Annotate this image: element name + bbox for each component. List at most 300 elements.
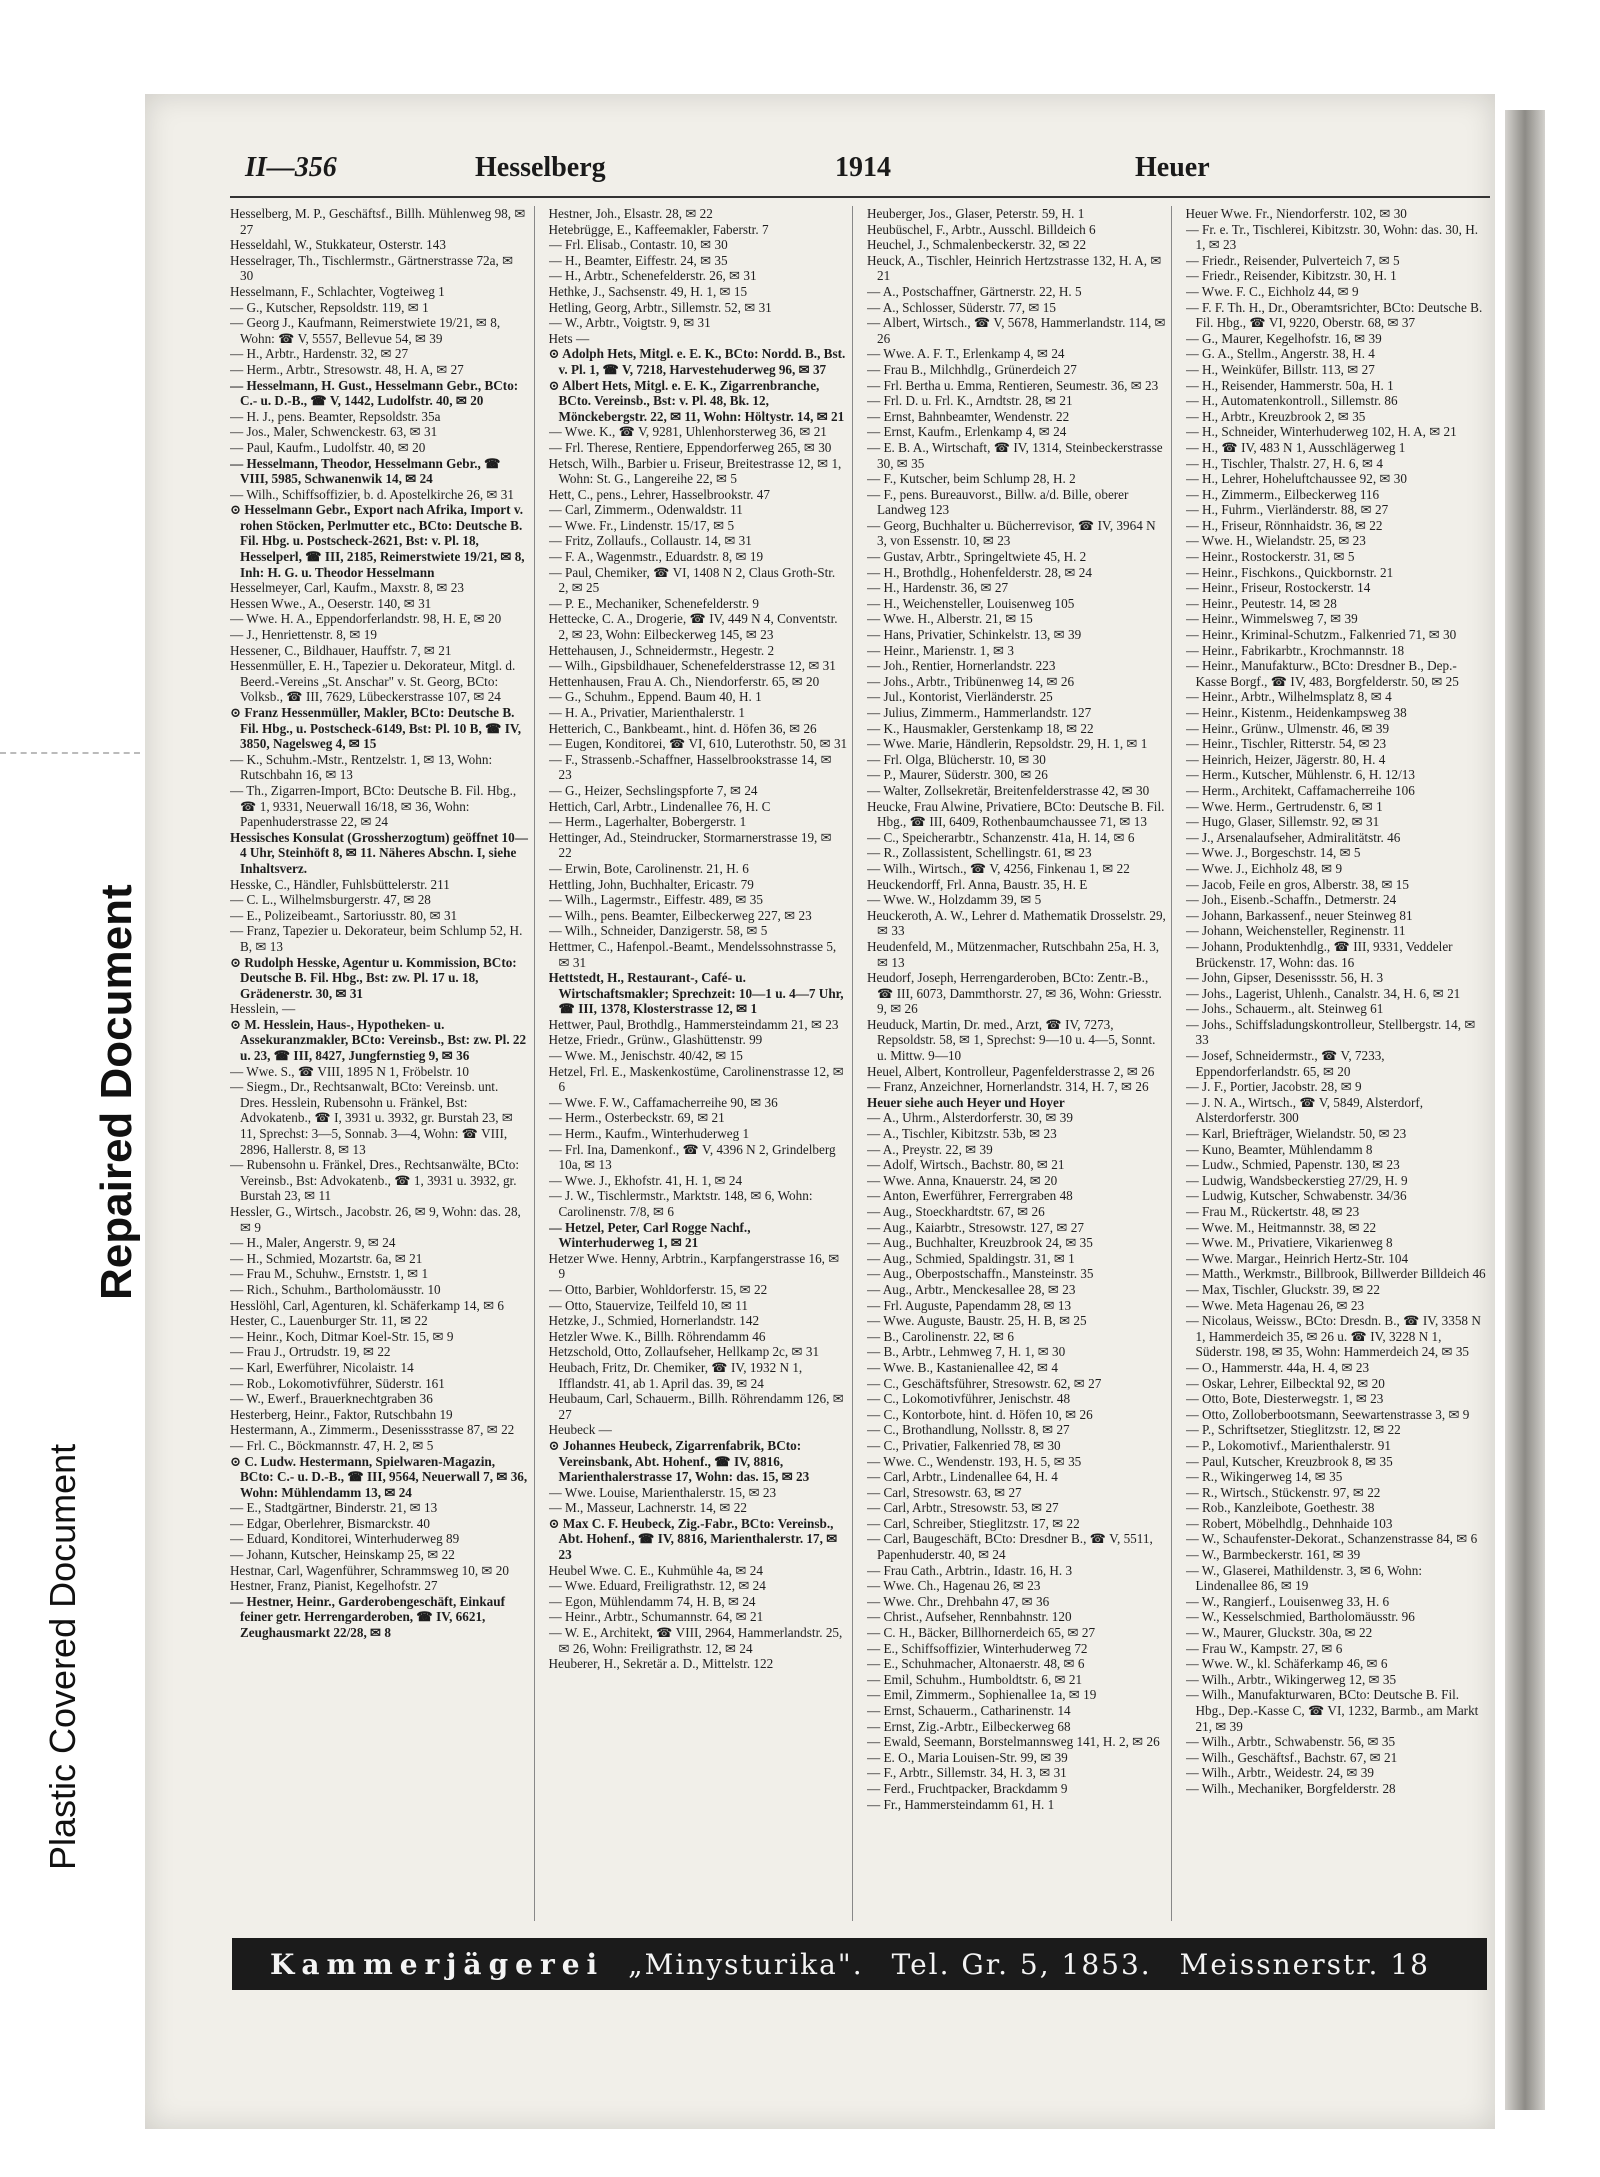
ad-brand: „Minysturika".: [628, 1947, 864, 1981]
directory-entry: — Heinr., Arbtr., Wilhelmsplatz 8, ✉ 4: [1185, 689, 1392, 705]
directory-entry: Heubach, Fritz, Dr. Chemiker, ☎ IV, 1932 N 1, Ifflandstr. 41, ab 1. April das. 39, ✉ 24: [548, 1359, 803, 1391]
directory-entry: — Wwe. J., Ekhofstr. 41, H. 1, ✉ 24: [548, 1172, 743, 1188]
directory-entry: — Wilh., Wirtsch., ☎ V, 4256, Finkenau 1, ✉ 22: [867, 860, 1130, 876]
directory-entry: ⊙ Hesselmann Gebr., Export nach Afrika, Import v. rohen Stöcken, Perlmutter etc., BCto: Deutsche B. Fil. Hbg. u. Postscheck-2621, Bst: v. Pl. 18, Hesselperl, ☎ III, 2185, Reimerstwiete 19/21, ✉ 8, Inh: H. G. u. Theodor Hesselmann: [230, 502, 525, 580]
directory-entry: — Wilh., Geschäftsf., Bachstr. 67, ✉ 21: [1185, 1749, 1398, 1765]
directory-entry: — Carl, Stresowstr. 63, ✉ 27: [867, 1484, 1022, 1500]
directory-entry: — Ludwig, Wandsbeckerstieg 27/29, H. 9: [1185, 1172, 1408, 1188]
directory-entry: — Heinr., Arbtr., Schumannstr. 64, ✉ 21: [548, 1609, 764, 1625]
directory-entry: — R., Wirtsch., Stückenstr. 97, ✉ 22: [1185, 1484, 1381, 1500]
directory-entry: ⊙ Albert Hets, Mitgl. e. E. K., Zigarrenbranche, BCto. Vereinsb., Bst: v. Pl. 48, Bk. 12, Mönckebergstr. 22, ✉ 11, Wohn: Höltystr. 14, ✉ 21: [548, 377, 845, 424]
directory-entry: Hesske, C., Händler, Fuhlsbüttelerstr. 211: [230, 876, 450, 892]
directory-entry: — Frau M., Schuhw., Ernststr. 1, ✉ 1: [230, 1266, 429, 1282]
directory-entry: — W., Kesselschmied, Bartholomäusstr. 96: [1185, 1609, 1415, 1625]
directory-entry: — J., Henriettenstr. 8, ✉ 19: [230, 627, 377, 643]
directory-entry: — Ewald, Seemann, Borstelmannsweg 141, H. 2, ✉ 26: [867, 1734, 1160, 1750]
directory-entry: Hesselmann, F., Schlachter, Vogteiweg 1: [230, 283, 445, 299]
advertisement-band: [232, 1938, 1487, 1990]
adjacent-page-edge: [1505, 110, 1545, 2110]
directory-entry: — Emil, Schuhm., Humboldtstr. 6, ✉ 21: [867, 1671, 1083, 1687]
directory-entry: Hetzke, J., Schmied, Hornerlandstr. 142: [548, 1313, 760, 1329]
directory-entry: — Carl, Arbtr., Stresowstr. 53, ✉ 27: [867, 1500, 1059, 1516]
directory-entry: — E. B. A., Wirtschaft, ☎ IV, 1314, Steinbeckerstrasse 30, ✉ 35: [867, 439, 1163, 471]
directory-entry: — Wilh., Manufakturwaren, BCto: Deutsche B. Fil. Hbg., Dep.-Kasse C, ☎ VI, 1232, Barmb., am Markt 21, ✉ 39: [1185, 1687, 1479, 1734]
directory-entry: — Wilh., Gipsbildhauer, Schenefelderstrasse 12, ✉ 31: [548, 658, 836, 674]
directory-entry: — Nicolaus, Weissw., BCto: Dresdn. B., ☎ IV, 3358 N 1, Hammerdeich 35, ✉ 26 u. ☎ IV, 3228 N 1, Süderstr. 198, ✉ 35, Wohn: Hammerdeich 24, ✉ 35: [1185, 1313, 1481, 1360]
directory-entry: Hettenhausen, Frau A. Ch., Niendorferstr. 65, ✉ 20: [548, 673, 820, 689]
directory-entry: — Carl, Zimmerm., Odenwaldstr. 11: [548, 502, 743, 518]
directory-entry: — H., Schmied, Mozartstr. 6a, ✉ 21: [230, 1250, 423, 1266]
directory-entry: — Wwe. F. C., Eichholz 44, ✉ 9: [1185, 283, 1359, 299]
directory-entry: — W. E., Architekt, ☎ VIII, 2964, Hammerlandstr. 25, ✉ 26, Wohn: Freiligrathstr. 12, ✉ 24: [548, 1625, 843, 1656]
directory-entry: — Ernst, Schauerm., Catharinenstr. 14: [867, 1703, 1071, 1718]
directory-entry: — C., Kontorbote, hint. d. Höfen 10, ✉ 26: [867, 1406, 1093, 1422]
directory-entry: Heuckeroth, A. W., Lehrer d. Mathematik Drosselstr. 29, ✉ 33: [867, 907, 1166, 939]
directory-entry: — K., Hausmakler, Gerstenkamp 18, ✉ 22: [867, 720, 1094, 736]
directory-entry: Hetze, Friedr., Grünw., Glashüttenstr. 99: [548, 1032, 763, 1048]
directory-entry: Hetzler Wwe. K., Billh. Röhrendamm 46: [548, 1328, 766, 1344]
directory-entry: — H., Weichensteller, Louisenweg 105: [867, 595, 1075, 611]
directory-entry: — H., Weinküfer, Billstr. 113, ✉ 27: [1185, 361, 1375, 377]
directory-entry: — H. J., pens. Beamter, Repsoldstr. 35a: [230, 408, 441, 424]
directory-entry: Heubüschel, F., Arbtr., Ausschl. Billdeich 6: [867, 221, 1096, 237]
directory-entry: — Wwe. Fr., Lindenstr. 15/17, ✉ 5: [548, 517, 735, 533]
directory-entry: — Emil, Zimmerm., Sophienallee 1a, ✉ 19: [867, 1687, 1097, 1703]
plastic-covered-document-label: Plastic Covered Document: [42, 1443, 83, 1870]
directory-entry: — Wwe. Louise, Marienthalerstr. 15, ✉ 23: [548, 1484, 777, 1500]
directory-entry: — Ernst, Bahnbeamter, Wendenstr. 22: [867, 408, 1070, 424]
directory-entry: — Heinr., Fabrikarbtr., Krochmannstr. 18: [1185, 642, 1405, 658]
directory-entry: — Wwe. W., kl. Schäferkamp 46, ✉ 6: [1185, 1656, 1388, 1672]
directory-entry: — Wwe. M., Heitmannstr. 38, ✉ 22: [1185, 1219, 1377, 1235]
directory-entry: — Frl. C., Böckmannstr. 47, H. 2, ✉ 5: [230, 1437, 434, 1453]
directory-entry: — Wilh., Lagermstr., Eiffestr. 489, ✉ 35: [548, 892, 763, 908]
directory-entry: — F. A., Wagenmstr., Eduardstr. 8, ✉ 19: [548, 549, 764, 565]
ad-business-name: Kammerjägerei: [270, 1947, 605, 1981]
directory-entry: — Wwe. F. W., Caffamacherreihe 90, ✉ 36: [548, 1094, 778, 1110]
directory-entry: — O., Hammerstr. 44a, H. 4, ✉ 23: [1185, 1359, 1370, 1375]
year: 1914: [835, 152, 891, 183]
directory-entry: — J. N. A., Wirtsch., ☎ V, 5849, Alsterdorf, Alsterdorferstr. 300: [1185, 1094, 1424, 1126]
directory-entry: Hesterberg, Heinr., Faktor, Rutschbahn 19: [230, 1406, 453, 1422]
directory-entry: — Heinrich, Heizer, Jägerstr. 80, H. 4: [1185, 751, 1386, 767]
directory-entry: Hetling, Georg, Arbtr., Sillemstr. 52, ✉ 31: [548, 299, 772, 315]
directory-entry: — J. W., Tischlermstr., Marktstr. 148, ✉ 6, Wohn: Carolinenstr. 7/8, ✉ 6: [548, 1188, 813, 1219]
directory-entry: Hettich, Carl, Arbtr., Lindenallee 76, H. C: [548, 798, 771, 814]
directory-entry: — Egon, Mühlendamm 74, H. B, ✉ 24: [548, 1593, 756, 1609]
directory-entry: — Hetzel, Peter, Carl Rogge Nachf., Winterhuderweg 1, ✉ 21: [548, 1219, 751, 1251]
directory-entry: Hetterich, C., Bankbeamt., hint. d. Höfen 36, ✉ 26: [548, 720, 817, 736]
directory-entry: — Aug., Oberpostschaffn., Mansteinstr. 35: [867, 1266, 1094, 1282]
directory-entry: — Carl, Baugeschäft, BCto: Dresdner B., ☎ V, 5511, Papenhuderstr. 40, ✉ 24: [867, 1531, 1153, 1563]
directory-entry: — Wwe. A. F. T., Erlenkamp 4, ✉ 24: [867, 346, 1065, 362]
directory-entry: — Heinr., Manufakturw., BCto: Dresdner B., Dep.-Kasse Borgf., ☎ IV, 483, Borgfelderstr. 50, ✉ 25: [1185, 658, 1459, 689]
directory-entry: — Wwe. Herm., Gertrudenstr. 6, ✉ 1: [1185, 798, 1383, 814]
directory-entry: — Johann, Kutscher, Heinskamp 25, ✉ 22: [230, 1547, 455, 1563]
directory-entry: — A., Uhrm., Alsterdorferstr. 30, ✉ 39: [867, 1110, 1073, 1126]
directory-entry: — Karl, Ewerführer, Nicolaistr. 14: [230, 1359, 414, 1375]
directory-entry: — G., Heizer, Sechslingspforte 7, ✉ 24: [548, 782, 758, 798]
directory-entry: — Ludwig, Kutscher, Schwabenstr. 34/36: [1185, 1188, 1407, 1204]
directory-entry: — Wilh., Arbtr., Schwabenstr. 56, ✉ 35: [1185, 1734, 1396, 1750]
directory-entry: Heubeck —: [548, 1422, 612, 1438]
directory-entry: — F., Strassenb.-Schaffner, Hasselbrookstrasse 14, ✉ 23: [548, 751, 832, 783]
directory-entry: Heuer Wwe. Fr., Niendorferstr. 102, ✉ 30: [1185, 206, 1407, 221]
directory-entry: — Hans, Privatier, Schinkelstr. 13, ✉ 39: [867, 627, 1082, 643]
directory-entry: — H., ☎ IV, 483 N 1, Ausschlägerweg 1: [1185, 439, 1406, 455]
directory-entry: — Wwe. C., Wendenstr. 193, H. 5, ✉ 35: [867, 1453, 1082, 1469]
directory-entry: — Heinr., Koch, Ditmar Koel-Str. 15, ✉ 9: [230, 1328, 454, 1344]
directory-entry: — W., Glaserei, Mathildenstr. 3, ✉ 6, Wohn: Lindenallee 86, ✉ 19: [1185, 1562, 1422, 1594]
directory-entry: — Joh., Eisenb.-Schaffn., Detmerstr. 24: [1185, 892, 1397, 908]
directory-entry: — H., Hardenstr. 36, ✉ 27: [867, 580, 1009, 596]
directory-entry: Hesselrager, Th., Tischlermstr., Gärtnerstrasse 72a, ✉ 30: [230, 252, 514, 284]
directory-entry: — Johann, Barkassenf., neuer Steinweg 81: [1185, 907, 1413, 923]
directory-entry: Hettling, John, Buchhalter, Ericastr. 79: [548, 876, 754, 892]
directory-entry: — Jul., Kontorist, Vierländerstr. 25: [867, 689, 1053, 705]
directory-entry: — C., Speicherarbtr., Schanzenstr. 41a, H. 14, ✉ 6: [867, 829, 1135, 845]
directory-entry: — W., Arbtr., Voigtstr. 9, ✉ 31: [548, 315, 711, 331]
directory-entry: — Walter, Zollsekretär, Breitenfelderstrasse 42, ✉ 30: [867, 782, 1150, 798]
ad-address: Meissnerstr. 18: [1179, 1947, 1430, 1981]
directory-entry: — A., Postschaffner, Gärtnerstr. 22, H. 5: [867, 283, 1082, 299]
directory-entry: — Herm., Osterbeckstr. 69, ✉ 21: [548, 1110, 725, 1126]
directory-entry: — A., Tischler, Kibitzstr. 53b, ✉ 23: [867, 1126, 1057, 1142]
directory-entry: — R., Wikingerweg 14, ✉ 35: [1185, 1469, 1343, 1485]
directory-entry: — Johs., Arbtr., Tribünenweg 14, ✉ 26: [867, 673, 1075, 689]
directory-entry: Hett, C., pens., Lehrer, Hasselbrookstr. 47: [548, 486, 770, 502]
directory-entry: — Wwe. S., ☎ VIII, 1895 N 1, Fröbelstr. 10: [230, 1063, 470, 1079]
directory-entry: — H., Fuhrm., Vierländerstr. 88, ✉ 27: [1185, 502, 1389, 518]
directory-entry: Hettecke, C. A., Drogerie, ☎ IV, 449 N 4, Conventstr. 2, ✉ 23, Wohn: Eilbeckerweg 145, ✉ 23: [548, 611, 838, 643]
directory-entry: — H., Arbtr., Kreuzbrook 2, ✉ 35: [1185, 408, 1366, 424]
directory-entry: — H., Maler, Angerstr. 9, ✉ 24: [230, 1235, 396, 1251]
directory-entry: ⊙ Franz Hessenmüller, Makler, BCto: Deutsche B. Fil. Hbg., u. Postscheck-6149, Bst: Pl. 10 B, ☎ IV, 3850, Nagelsweg 4, ✉ 15: [230, 705, 522, 752]
directory-entry: — F., Arbtr., Sillemstr. 34, H. 3, ✉ 31: [867, 1765, 1067, 1781]
directory-entry: — Edgar, Oberlehrer, Bismarckstr. 40: [230, 1515, 430, 1531]
directory-entry: — Franz, Anzeichner, Hornerlandstr. 314, H. 7, ✉ 26: [867, 1079, 1149, 1095]
directory-entry: — J. F., Portier, Jacobstr. 28, ✉ 9: [1185, 1079, 1362, 1095]
directory-entry: — Heinr., Tischler, Ritterstr. 54, ✉ 23: [1185, 736, 1387, 752]
directory-entry: — Rob., Kanzleibote, Goethestr. 38: [1185, 1500, 1375, 1516]
directory-entry: — H., Arbtr., Schenefelderstr. 26, ✉ 31: [548, 268, 757, 284]
directory-entry: — Carl, Schreiber, Stieglitzstr. 17, ✉ 22: [867, 1515, 1080, 1531]
directory-entry: — Karl, Briefträger, Wielandstr. 50, ✉ 23: [1185, 1126, 1407, 1142]
directory-entry: — Frau J., Ortrudstr. 19, ✉ 22: [230, 1344, 391, 1360]
directory-entry: — H., Automatenkontroll., Sillemstr. 86: [1185, 393, 1398, 409]
directory-entry: — C., Brothandlung, Nollsstr. 8, ✉ 27: [867, 1422, 1070, 1438]
directory-entry: — Wwe. Meta Hagenau 26, ✉ 23: [1185, 1297, 1365, 1313]
directory-entry: — H., Schneider, Winterhuderweg 102, H. A, ✉ 21: [1185, 424, 1457, 440]
directory-entry: — W., Schaufenster-Dekorat., Schanzenstrasse 84, ✉ 6: [1185, 1531, 1478, 1547]
directory-entry: — Herm., Lagerhalter, Bobergerstr. 1: [548, 814, 747, 830]
directory-entry: Hestermann, A., Zimmerm., Desenissstrasse 87, ✉ 22: [230, 1422, 515, 1438]
directory-entry: — Wwe. Anna, Knauerstr. 24, ✉ 20: [867, 1172, 1058, 1188]
directory-entry: — Paul, Kutscher, Kreuzbrook 8, ✉ 35: [1185, 1453, 1393, 1469]
directory-entry: Hesseldahl, W., Stukkateur, Osterstr. 143: [230, 237, 446, 253]
directory-entry: Hesselmeyer, Carl, Kaufm., Maxstr. 8, ✉ 23: [230, 580, 464, 596]
directory-entry: — Aug., Schmied, Spaldingstr. 31, ✉ 1: [867, 1250, 1075, 1266]
directory-entry: Hester, C., Lauenburger Str. 11, ✉ 22: [230, 1313, 428, 1329]
directory-entry: — Th., Zigarren-Import, BCto: Deutsche B. Fil. Hbg., ☎ 1, 9331, Neuerwall 16/18, ✉ 36, Wohn: Papenhuderstrasse 22, ✉ 24: [230, 782, 517, 830]
directory-entry: Hettwer, Paul, Brothdlg., Hammersteindamm 21, ✉ 23: [548, 1016, 839, 1032]
directory-entry: — Fritz, Zollaufs., Collaustr. 14, ✉ 31: [548, 533, 752, 549]
directory-entry: — Hesselmann, H. Gust., Hesselmann Gebr., BCto: C.- u. D.-B., ☎ V, 1442, Ludolfstr. 40, ✉ 20: [230, 377, 519, 409]
directory-entry: — Albert, Wirtsch., ☎ V, 5678, Hammerlandstr. 114, ✉ 26: [867, 315, 1166, 346]
directory-entry: — P., Schriftsetzer, Stieglitzstr. 12, ✉ 22: [1185, 1422, 1401, 1438]
directory-entry: — Heinr., Friseur, Rostockerstr. 14: [1185, 580, 1371, 596]
directory-entry: — Franz, Tapezier u. Dekorateur, beim Schlump 52, H. B, ✉ 13: [230, 923, 523, 954]
directory-entry: — Rob., Lokomotivführer, Süderstr. 161: [230, 1375, 445, 1391]
directory-entry: Heuer siehe auch Heyer und Hoyer: [867, 1094, 1065, 1110]
directory-entry: — Ernst, Kaufm., Erlenkamp 4, ✉ 24: [867, 424, 1067, 440]
directory-entry: — A., Preystr. 22, ✉ 39: [867, 1141, 993, 1157]
directory-entry: — P. E., Mechaniker, Schenefelderstr. 9: [548, 595, 759, 611]
directory-column-4: [1186, 206, 1491, 1921]
directory-entry: — Frl. Auguste, Papendamm 28, ✉ 13: [867, 1297, 1072, 1313]
directory-entry: — Heinr., Rostockerstr. 31, ✉ 5: [1185, 549, 1355, 565]
directory-entry: — Johann, Produktenhdlg., ☎ III, 9331, Veddeler Brückenstr. 17, Wohn: das. 16: [1185, 938, 1453, 970]
directory-entry: — Wwe. Auguste, Baustr. 25, H. B, ✉ 25: [867, 1313, 1087, 1329]
directory-entry: — Frau Cath., Arbtrin., Idastr. 16, H. 3: [867, 1562, 1073, 1578]
directory-entry: — Frau W., Kampstr. 27, ✉ 6: [1185, 1640, 1343, 1656]
directory-entry: Hesslein, —: [230, 1001, 296, 1017]
directory-entry: Heuberer, H., Sekretär a. D., Mittelstr. 122: [548, 1656, 774, 1672]
directory-entry: — Wwe. B., Kastanienallee 42, ✉ 4: [867, 1359, 1058, 1375]
directory-entry: Hethke, J., Sachsenstr. 49, H. 1, ✉ 15: [548, 283, 748, 299]
directory-entry: — Wilh., Mechaniker, Borgfelderstr. 28: [1185, 1780, 1396, 1796]
directory-entry: — W., Barmbeckerstr. 161, ✉ 39: [1185, 1547, 1361, 1563]
directory-entry: — M., Masseur, Lachnerstr. 14, ✉ 22: [548, 1500, 747, 1516]
directory-entry: — Frl. Bertha u. Emma, Rentieren, Seumestr. 36, ✉ 23: [867, 377, 1159, 393]
directory-entry: — Frl. D. u. Frl. K., Arndtstr. 28, ✉ 21: [867, 393, 1073, 409]
directory-entry: Heuduck, Martin, Dr. med., Arzt, ☎ IV, 7273, Repsoldstr. 58, ✉ 1, Sprechst: 9—10 u. 4—5, Sonnt. u. Mittw. 9—10: [867, 1016, 1156, 1064]
directory-entry: — Wilh., pens. Beamter, Eilbeckerweg 227, ✉ 23: [548, 907, 812, 923]
page-header: [245, 152, 1485, 192]
directory-entry: Hetzer Wwe. Henny, Arbtrin., Karpfangerstrasse 16, ✉ 9: [548, 1250, 840, 1282]
directory-entry: Hessenmüller, E. H., Tapezier u. Dekorateur, Mitgl. d. Beerd.-Vereins „St. Anschar" v. St. Georg, BCto: Volksb., ☎ III, 7629, Lübeckerstrasse 107, ✉ 24: [230, 658, 516, 705]
directory-entry: — Aug., Arbtr., Menckesallee 28, ✉ 23: [867, 1281, 1076, 1297]
directory-entry: — G., Maurer, Kegelhofstr. 16, ✉ 39: [1185, 330, 1382, 346]
directory-entry: — Wwe. J., Eichholz 48, ✉ 9: [1185, 860, 1343, 876]
directory-entry: — Julius, Zimmerm., Hammerlandstr. 127: [867, 705, 1092, 720]
directory-entry: — Wwe. Chr., Drehbahn 47, ✉ 36: [867, 1593, 1050, 1609]
directory-entry: Heuel, Albert, Kontrolleur, Pagenfelderstrasse 2, ✉ 26: [867, 1063, 1155, 1079]
directory-entry: — Max, Tischler, Gluckstr. 39, ✉ 22: [1185, 1281, 1380, 1297]
ad-telephone: Tel. Gr. 5, 1853.: [891, 1947, 1152, 1981]
directory-entry: Hestner, Joh., Elsastr. 28, ✉ 22: [548, 206, 713, 221]
directory-entry: — H. A., Privatier, Marienthalerstr. 1: [548, 705, 746, 720]
directory-entry: — Jacob, Feile en gros, Alberstr. 38, ✉ 15: [1185, 876, 1409, 892]
directory-entry: — Frau B., Milchhdlg., Grünerdeich 27: [867, 361, 1077, 377]
directory-entry: — Paul, Kaufm., Ludolfstr. 40, ✉ 20: [230, 439, 426, 455]
directory-entry: — Herm., Arbtr., Stresowstr. 48, H. A, ✉ 27: [230, 361, 464, 377]
directory-entry: — Fr. e. Tr., Tischlerei, Kibitzstr. 30, Wohn: das. 30, H. 1, ✉ 23: [1185, 221, 1479, 253]
directory-entry: — Gustav, Arbtr., Springeltwiete 45, H. 2: [867, 549, 1087, 565]
directory-entry: — H., Lehrer, Hoheluftchaussee 92, ✉ 30: [1185, 471, 1407, 487]
directory-entry: Hets —: [548, 330, 590, 346]
directory-entry: — E. O., Maria Louisen-Str. 99, ✉ 39: [867, 1749, 1068, 1765]
directory-entry: Hetebrügge, E., Kaffeemakler, Faberstr. 7: [548, 221, 769, 237]
directory-entry: — Eugen, Konditorei, ☎ VI, 610, Luterothstr. 50, ✉ 31: [548, 736, 848, 752]
directory-entry: — Adolf, Wirtsch., Bachstr. 80, ✉ 21: [867, 1157, 1065, 1173]
directory-entry: Heubel Wwe. C. E., Kuhmühle 4a, ✉ 24: [548, 1562, 763, 1578]
directory-entry: — Wwe. H. A., Eppendorferlandstr. 98, H. E, ✉ 20: [230, 611, 502, 627]
directory-entry: Heudorf, Joseph, Herrengarderoben, BCto: Zentr.-B., ☎ III, 6073, Dammthorstr. 27, ✉ 36, Wohn: Griesstr. 9, ✉ 26: [867, 970, 1162, 1017]
directory-entry: — P., Maurer, Süderstr. 300, ✉ 26: [867, 767, 1048, 783]
directory-entry: — Heinr., Grünw., Ulmenstr. 46, ✉ 39: [1185, 720, 1390, 736]
directory-entry: — C., Privatier, Falkenried 78, ✉ 30: [867, 1437, 1061, 1453]
directory-entry: — Wwe. W., Holzdamm 39, ✉ 5: [867, 892, 1042, 908]
directory-entry: — H., Zimmerm., Eilbeckerweg 116: [1185, 486, 1380, 502]
directory-entry: — Heinr., Kriminal-Schutzm., Falkenried 71, ✉ 30: [1185, 627, 1457, 643]
directory-entry: — Wwe. M., Jenischstr. 40/42, ✉ 15: [548, 1048, 743, 1064]
directory-entry: — Aug., Buchhalter, Kreuzbrook 24, ✉ 35: [867, 1235, 1093, 1251]
directory-entry: — Eduard, Konditorei, Winterhuderweg 89: [230, 1531, 460, 1547]
directory-entry: — E., Polizeibeamt., Sartoriusstr. 80, ✉ 31: [230, 907, 458, 923]
directory-entry: — Frl. Therese, Rentiere, Eppendorferweg 265, ✉ 30: [548, 439, 832, 455]
repaired-document-label: Repaired Document: [92, 884, 141, 1300]
directory-entry: — Ludw., Schmied, Papenstr. 130, ✉ 23: [1185, 1157, 1400, 1173]
range-start-name: Hesselberg: [475, 152, 606, 183]
directory-entry: — W., Rangierf., Louisenweg 33, H. 6: [1185, 1593, 1390, 1609]
directory-entry: — Wilh., Schiffsoffizier, b. d. Apostelkirche 26, ✉ 31: [230, 486, 514, 502]
directory-entry: — Otto, Barbier, Wohldorferstr. 15, ✉ 22: [548, 1281, 768, 1297]
directory-entry: — Kuno, Beamter, Mühlendamm 8: [1185, 1141, 1373, 1157]
directory-entry: Hesselberg, M. P., Geschäftsf., Billh. Mühlenweg 98, ✉ 27: [230, 206, 526, 237]
directory-entry: — R., Zollassistent, Schellingstr. 61, ✉ 23: [867, 845, 1092, 861]
directory-column-3: [867, 206, 1172, 1921]
directory-entry: — H., Friseur, Rönnhaidstr. 36, ✉ 22: [1185, 517, 1383, 533]
directory-entry: — Oskar, Lehrer, Eilbecktal 92, ✉ 20: [1185, 1375, 1385, 1391]
directory-entry: — J., Arsenalaufseher, Admiralitätstr. 46: [1185, 829, 1401, 845]
directory-entry: — E., Schuhmacher, Altonaerstr. 48, ✉ 6: [867, 1656, 1085, 1672]
directory-entry: — Hesselmann, Theodor, Hesselmann Gebr., ☎ VIII, 5985, Schwanenwik 14, ✉ 24: [230, 455, 501, 487]
directory-entry: — Johs., Lagerist, Uhlenh., Canalstr. 34, H. 6, ✉ 21: [1185, 985, 1461, 1001]
directory-entry: — Paul, Chemiker, ☎ VI, 1408 N 2, Claus Groth-Str. 2, ✉ 25: [548, 564, 836, 596]
directory-entry: — Georg J., Kaufmann, Reimerstwiete 19/21, ✉ 8, Wohn: ☎ V, 5557, Bellevue 54, ✉ 39: [230, 315, 501, 346]
directory-entry: — C. L., Wilhelmsburgerstr. 47, ✉ 28: [230, 892, 431, 908]
directory-entry: — John, Gipser, Desenissstr. 56, H. 3: [1185, 970, 1384, 986]
directory-entry: — Aug., Kaiarbtr., Stresowstr. 127, ✉ 27: [867, 1219, 1084, 1235]
directory-entry: — Anton, Ewerführer, Ferrergraben 48: [867, 1188, 1073, 1204]
directory-entry: — G., Schuhm., Eppend. Baum 40, H. 1: [548, 689, 762, 705]
directory-entry: — Otto, Stauervize, Teilfeld 10, ✉ 11: [548, 1297, 748, 1313]
directory-entry: — Ferd., Fruchtpacker, Brackdamm 9: [867, 1780, 1068, 1796]
range-end-name: Heuer: [1135, 152, 1210, 183]
directory-entry: — Frau M., Rückertstr. 48, ✉ 23: [1185, 1204, 1360, 1219]
directory-column-2: [549, 206, 854, 1921]
header-rule: [230, 196, 1490, 198]
directory-entry: — Otto, Zolloberbootsmann, Seewartenstrasse 3, ✉ 9: [1185, 1406, 1470, 1422]
directory-column-1: [230, 206, 535, 1921]
side-label-strip: [0, 0, 140, 2177]
directory-entry: — Robert, Möbelhdlg., Dehnhaide 103: [1185, 1515, 1393, 1531]
directory-entry: Hesslöhl, Carl, Agenturen, kl. Schäferkamp 14, ✉ 6: [230, 1297, 505, 1313]
directory-entry: — Carl, Arbtr., Lindenallee 64, H. 4: [867, 1469, 1058, 1485]
directory-entry: — Wilh., Arbtr., Wikingerweg 12, ✉ 35: [1185, 1671, 1397, 1687]
directory-entry: — W., Maurer, Gluckstr. 30a, ✉ 22: [1185, 1625, 1373, 1641]
directory-entry: — Frl. Olga, Blücherstr. 10, ✉ 30: [867, 751, 1046, 767]
directory-entry: — Fr., Hammersteindamm 61, H. 1: [867, 1796, 1055, 1812]
directory-entry: Hessen Wwe., A., Oeserstr. 140, ✉ 31: [230, 595, 432, 611]
directory-entry: — Josef, Schneidermstr., ☎ V, 7233, Eppendorferlandstr. 65, ✉ 20: [1185, 1048, 1385, 1079]
directory-entry: — Herm., Kaufm., Winterhuderweg 1: [548, 1126, 750, 1142]
directory-entry: — Johs., Schauerm., alt. Steinweg 61: [1185, 1001, 1384, 1017]
directory-entry: — Hestner, Heinr., Garderobengeschäft, Einkauf feiner getr. Herrengarderoben, ☎ IV, 6621, Zeughausmarkt 22/28, ✉ 8: [230, 1593, 505, 1641]
directory-entry: — Otto, Bote, Diesterwegstr. 1, ✉ 23: [1185, 1391, 1384, 1407]
directory-entry: Hettinger, Ad., Steindrucker, Stormarnerstrasse 19, ✉ 22: [548, 829, 832, 861]
directory-entry: — K., Schuhm.-Mstr., Rentzelstr. 1, ✉ 13, Wohn: Rutschbahn 16, ✉ 13: [230, 751, 493, 783]
directory-entry: Hetsch, Wilh., Barbier u. Friseur, Breitestrasse 12, ✉ 1, Wohn: St. G., Langereihe 22, ✉ 5: [548, 455, 842, 487]
directory-entry: — Frl. Elisab., Contastr. 10, ✉ 30: [548, 237, 728, 253]
directory-columns: [230, 206, 1490, 1921]
directory-entry: ⊙ Max C. F. Heubeck, Zig.-Fabr., BCto: Vereinsb., Abt. Hohenf., ☎ IV, 8816, Marienthalerstr. 17, ✉ 23: [548, 1515, 838, 1563]
directory-entry: — H., Brothdlg., Hohenfelderstr. 28, ✉ 24: [867, 564, 1092, 580]
directory-entry: Hetzschold, Otto, Zollaufseher, Hellkamp 2c, ✉ 31: [548, 1344, 820, 1360]
directory-entry: — Frl. Ina, Damenkonf., ☎ V, 4396 N 2, Grindelberg 10a, ✉ 13: [548, 1141, 836, 1173]
directory-entry: — H., Arbtr., Hardenstr. 32, ✉ 27: [230, 346, 409, 362]
directory-entry: — E., Schiffsoffizier, Winterhuderweg 72: [867, 1640, 1088, 1656]
directory-entry: ⊙ Johannes Heubeck, Zigarrenfabrik, BCto: Vereinsbank, Abt. Hohenf., ☎ IV, 8816, Marienthalerstrasse 17, Wohn: das. 15, ✉ 23: [548, 1437, 810, 1485]
directory-entry: — G., Kutscher, Repsoldstr. 119, ✉ 1: [230, 299, 429, 315]
directory-entry: — Johs., Schiffsladungskontrolleur, Stellbergstr. 14, ✉ 33: [1185, 1016, 1476, 1048]
directory-entry: — C. H., Bäcker, Billhornerdeich 65, ✉ 27: [867, 1625, 1096, 1641]
directory-entry: — C., Lokomotivführer, Jenischstr. 48: [867, 1391, 1071, 1407]
directory-entry: — H., Reisender, Hammerstr. 50a, H. 1: [1185, 377, 1394, 393]
directory-entry: — B., Carolinenstr. 22, ✉ 6: [867, 1328, 1014, 1344]
directory-entry: Hettstedt, H., Restaurant-, Café- u. Wirtschaftsmakler; Sprechzeit: 10—1 u. 4—7 Uhr, ☎ III, 1378, Klosterstrasse 12, ✉ 1: [548, 970, 844, 1017]
directory-entry: Heuberger, Jos., Glaser, Peterstr. 59, H. 1: [867, 206, 1085, 221]
directory-entry: Hettmer, C., Hafenpol.-Beamt., Mendelssohnstrasse 5, ✉ 31: [548, 938, 837, 970]
directory-entry: — Friedr., Reisender, Pulverteich 7, ✉ 5: [1185, 252, 1400, 268]
directory-entry: — Wwe. Marie, Händlerin, Repsoldstr. 29, H. 1, ✉ 1: [867, 736, 1148, 752]
directory-entry: Heubaum, Carl, Schauerm., Billh. Röhrendamm 126, ✉ 27: [548, 1391, 844, 1422]
directory-entry: — H., Tischler, Thalstr. 27, H. 6, ✉ 4: [1185, 455, 1383, 471]
directory-entry: — F. F. Th. H., Dr., Oberamtsrichter, BCto: Deutsche B. Fil. Hbg., ☎ VI, 9220, Oberstr. 68, ✉ 37: [1185, 299, 1483, 331]
directory-entry: — Wwe. J., Borgeschstr. 14, ✉ 5: [1185, 845, 1361, 861]
directory-entry: — A., Schlosser, Süderstr. 77, ✉ 15: [867, 299, 1056, 315]
directory-entry: — Erwin, Bote, Carolinenstr. 21, H. 6: [548, 860, 749, 876]
directory-entry: ⊙ M. Hesslein, Haus-, Hypotheken- u. Assekuranzmakler, BCto: Vereinsb., Bst: zw. Pl. 22 u. 23, ☎ III, 8427, Jungfernstieg 9, ✉ 36: [230, 1016, 527, 1064]
directory-entry: — Wwe. Ch., Hagenau 26, ✉ 23: [867, 1578, 1041, 1594]
directory-entry: — Wwe. H., Wielandstr. 25, ✉ 23: [1185, 533, 1366, 549]
directory-entry: — Heinr., Fischkons., Quickbornstr. 21: [1185, 564, 1394, 580]
directory-entry: — Wwe. Eduard, Freiligrathstr. 12, ✉ 24: [548, 1578, 766, 1594]
directory-entry: — Ernst, Zig.-Arbtr., Eilbeckerweg 68: [867, 1718, 1071, 1734]
directory-entry: — Wwe. H., Alberstr. 21, ✉ 15: [867, 611, 1033, 627]
directory-entry: — Rubensohn u. Fränkel, Dres., Rechtsanwälte, BCto: Vereinsb., Bst: Advokatenb., ☎ 1, 3931 u. 3932, gr. Burstah 23, ✉ 11: [230, 1157, 519, 1204]
directory-entry: Heuchel, J., Schmalenbeckerstr. 32, ✉ 22: [867, 237, 1087, 253]
directory-entry: Hessener, C., Bildhauer, Hauffstr. 7, ✉ 21: [230, 642, 452, 658]
directory-entry: — H., Beamter, Eiffestr. 24, ✉ 35: [548, 252, 728, 268]
directory-entry: — Rich., Schuhm., Bartholomäusstr. 10: [230, 1281, 441, 1297]
directory-entry: — Georg, Buchhalter u. Bücherrevisor, ☎ IV, 3964 N 3, von Essenstr. 10, ✉ 23: [867, 517, 1156, 549]
directory-entry: — Joh., Rentier, Hornerlandstr. 223: [867, 658, 1056, 674]
directory-entry: ⊙ Rudolph Hesske, Agentur u. Kommission, BCto: Deutsche B. Fil. Hbg., Bst: zw. Pl. 17 u. 18, Grädenerstr. 30, ✉ 31: [230, 954, 517, 1001]
page-number: II—356: [245, 152, 337, 183]
directory-entry: Heucke, Frau Alwine, Privatiere, BCto: Deutsche B. Fil. Hbg., ☎ III, 6409, Rothenbaumchaussee 71, ✉ 13: [867, 798, 1165, 830]
directory-entry: — C., Geschäftsführer, Stresowstr. 62, ✉ 27: [867, 1375, 1102, 1391]
directory-entry: — F., Kutscher, beim Schlump 28, H. 2: [867, 471, 1076, 487]
directory-entry: — Johann, Weichensteller, Reginenstr. 11: [1185, 923, 1406, 939]
directory-entry: Heudenfeld, M., Mützenmacher, Rutschbahn 25a, H. 3, ✉ 13: [867, 938, 1160, 970]
directory-entry: — Hugo, Glaser, Sillemstr. 92, ✉ 31: [1185, 814, 1380, 830]
directory-entry: Hestner, Franz, Pianist, Kegelhofstr. 27: [230, 1578, 438, 1594]
directory-entry: — Heinr., Kistenm., Heidenkampsweg 38: [1185, 705, 1407, 720]
directory-entry: — Siegm., Dr., Rechtsanwalt, BCto: Vereinsb. unt. Dres. Hesslein, Rubensohn u. Fränkel, Bst: Advokatenb., ☎ I, 3931 u. 3932, gr. Burstah 23, ✉ 11, Sprechst: 3—5, Sonnab. 3—4, Wohn: ☎ VIII, 2896, Hallerstr. 8, ✉ 13: [230, 1079, 513, 1157]
directory-entry: Hestnar, Carl, Wagenführer, Schrammsweg 10, ✉ 20: [230, 1562, 509, 1578]
